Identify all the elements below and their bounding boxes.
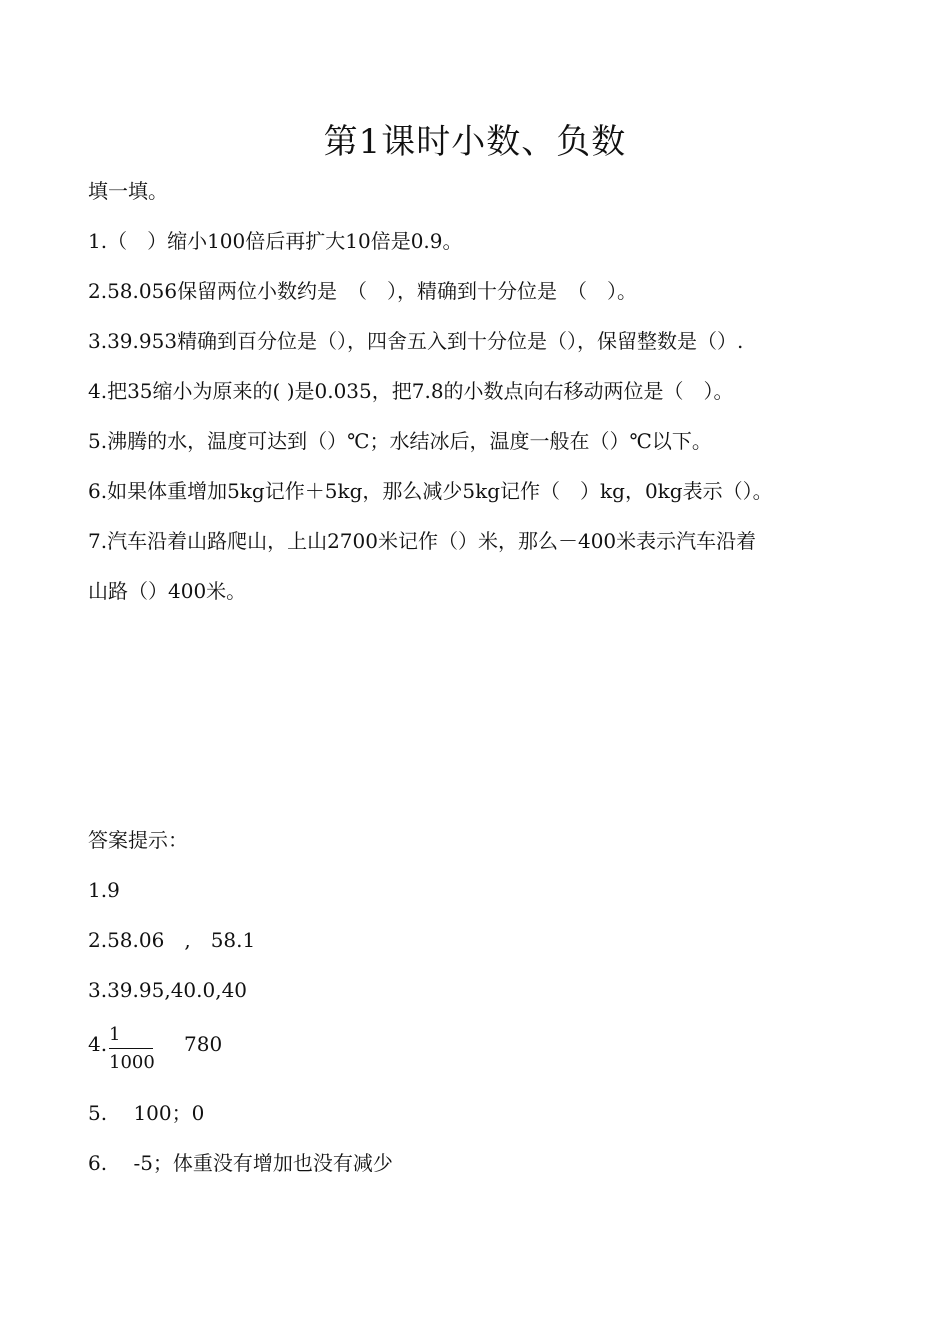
fraction-numerator: 1 — [109, 1024, 121, 1045]
question-3: 3.39.953精确到百分位是（），四舍五入到十分位是（），保留整数是（）. — [88, 329, 744, 353]
question-4: 4.把35缩小为原来的( )是0.035，把7.8的小数点向右移动两位是（ ）。 — [88, 379, 734, 403]
question-1: 1.（ ）缩小100倍后再扩大10倍是0.9。 — [88, 229, 463, 253]
fraction-denominator: 1000 — [109, 1052, 155, 1073]
exercise-heading: 填一填。 — [88, 179, 168, 203]
answer-4-label: 4. — [88, 1032, 108, 1056]
fraction-bar — [109, 1048, 153, 1049]
question-5: 5.沸腾的水，温度可达到（）℃；水结冰后，温度一般在（）℃以下。 — [88, 429, 712, 453]
page-title: 第1课时小数、负数 — [323, 122, 627, 162]
question-7-continued: 山路（）400米。 — [88, 579, 247, 603]
answer-6: 6. -5；体重没有增加也没有减少 — [88, 1151, 393, 1175]
question-2: 2.58.056保留两位小数约是 （ ），精确到十分位是 （ ）。 — [88, 279, 638, 303]
question-7: 7.汽车沿着山路爬山，上山2700米记作（）米，那么－400米表示汽车沿着 — [88, 529, 757, 553]
answer-1: 1.9 — [88, 878, 120, 902]
question-6: 6.如果体重增加5kg记作＋5kg，那么减少5kg记作（ ）kg，0kg表示（）。 — [88, 479, 773, 503]
answer-3: 3.39.95,40.0,40 — [88, 978, 248, 1002]
answer-2: 2.58.06 , 58.1 — [88, 928, 256, 952]
answer-4-value: 780 — [184, 1032, 223, 1056]
answer-5: 5. 100；0 — [88, 1101, 205, 1125]
answers-heading: 答案提示： — [88, 828, 188, 852]
